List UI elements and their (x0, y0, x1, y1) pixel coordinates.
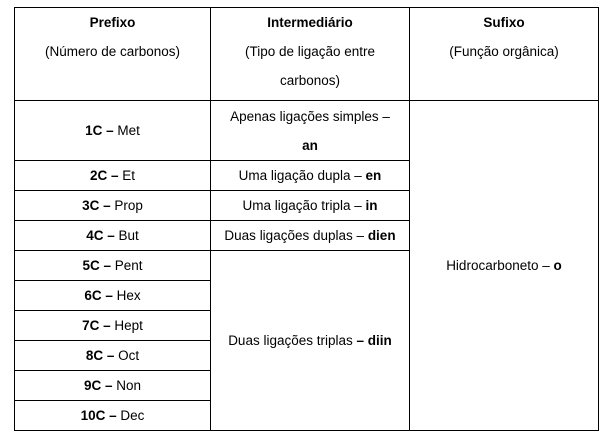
header-intermediate-subtitle-line1: (Tipo de ligação entre (244, 44, 376, 59)
header-intermediate-subtitle-line2: carbonos) (279, 73, 341, 88)
prefix-count: 10C (80, 408, 106, 423)
prefix-cell (15, 101, 211, 161)
intermediate-separator: – (356, 333, 365, 348)
prefix-separator: – (103, 318, 111, 333)
prefix-name: Non (116, 378, 142, 393)
header-prefix (15, 8, 211, 101)
prefix-count: 9C (83, 378, 102, 393)
suffix-separator: – (542, 258, 550, 273)
prefix-separator: – (106, 348, 115, 363)
prefix-separator: – (107, 228, 115, 243)
intermediate-separator: – (354, 168, 362, 183)
prefix-name: Hept (114, 318, 143, 333)
intermediate-label: Apenas ligações simples (230, 108, 379, 124)
prefix-count: 6C (84, 288, 102, 303)
header-row (15, 8, 599, 101)
intermediate-infix: en (365, 168, 382, 183)
intermediate-cell (211, 251, 410, 431)
intermediate-cell (211, 161, 410, 191)
prefix-count: 1C (85, 123, 103, 138)
prefix-separator: – (103, 198, 111, 213)
prefix-count: 7C (82, 318, 100, 333)
header-suffix (410, 8, 599, 101)
intermediate-separator: – (356, 228, 365, 243)
prefix-count: 8C (85, 348, 104, 363)
prefix-name: Hex (116, 288, 141, 303)
prefix-separator: – (110, 168, 119, 183)
prefix-cell (15, 251, 211, 281)
intermediate-separator: – (382, 108, 390, 124)
header-intermediate-title: Intermediário (267, 15, 353, 30)
intermediate-infix: dien (367, 228, 396, 243)
prefix-cell (15, 341, 211, 371)
prefix-cell (15, 161, 211, 191)
prefix-name: Oct (118, 348, 140, 363)
header-suffix-subtitle: (Função orgânica) (449, 44, 559, 59)
prefix-separator: – (109, 408, 117, 423)
prefix-name: Dec (120, 408, 145, 423)
prefix-cell (15, 371, 211, 401)
prefix-name: Prop (114, 198, 143, 213)
prefix-separator: – (103, 258, 111, 273)
suffix-label: Hidrocarboneto (446, 258, 539, 273)
prefix-cell (15, 221, 211, 251)
prefix-cell (15, 191, 211, 221)
prefix-name: Et (122, 168, 136, 183)
prefix-separator: – (104, 378, 113, 393)
suffix-ending: o (553, 258, 562, 273)
intermediate-label: Uma ligação dupla (238, 168, 351, 183)
intermediate-label: Duas ligações triplas (228, 333, 353, 348)
header-suffix-title: Sufixo (483, 15, 525, 30)
header-intermediate (211, 8, 410, 101)
intermediate-separator: – (354, 198, 362, 213)
prefix-name: Pent (114, 258, 143, 273)
header-prefix-subtitle: (Número de carbonos) (44, 44, 181, 59)
intermediate-cell (211, 101, 410, 161)
prefix-name: Met (117, 123, 140, 138)
prefix-cell (15, 281, 211, 311)
prefix-separator: – (106, 123, 114, 138)
prefix-cell (15, 311, 211, 341)
intermediate-infix: diin (367, 333, 392, 348)
prefix-separator: – (105, 288, 113, 303)
table-row (15, 101, 599, 161)
nomenclature-table (14, 7, 599, 431)
prefix-cell (15, 401, 211, 431)
prefix-count: 4C (86, 228, 104, 243)
intermediate-infix: in (365, 198, 378, 213)
suffix-cell (410, 101, 599, 431)
intermediate-cell (211, 191, 410, 221)
prefix-count: 5C (82, 258, 100, 273)
prefix-count: 2C (89, 168, 108, 183)
intermediate-infix: an (302, 137, 318, 153)
prefix-count: 3C (82, 198, 100, 213)
intermediate-label: Uma ligação tripla (242, 198, 351, 213)
prefix-name: But (118, 228, 139, 243)
intermediate-label: Duas ligações duplas (224, 228, 353, 243)
intermediate-cell (211, 221, 410, 251)
header-prefix-title: Prefixo (89, 15, 136, 30)
